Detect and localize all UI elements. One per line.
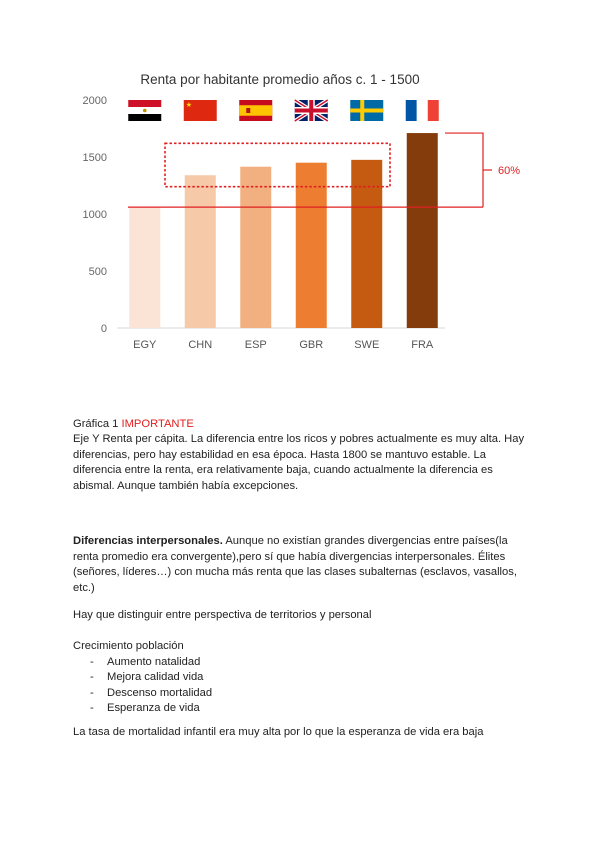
y-axis [83,95,107,335]
x-tick-label: SWE [354,339,380,351]
figure-caption [73,417,533,433]
x-tick-label: EGY [133,339,157,351]
flags-row [128,100,439,121]
x-tick-label: ESP [244,339,267,351]
y-tick-label: 1500 [82,152,107,164]
chart-title: Renta por habitante promedio años c. 1 - 1500 [140,72,420,87]
paragraph-2-body: Aunque no existían grandes divergencias entre países(la renta promedio era convergente),pero sí que había divergencias interpersonales. Élites (señores, líderes…) con mucha más renta que las clases subalternas (esclavos, vasallos, etc.) [73,535,517,594]
paragraph-3: Hay que distinguir entre perspectiva de territorios y personal [73,609,372,621]
egypt-flag [128,100,161,121]
list-item: - Descenso mortalidad [73,686,533,702]
x-axis-labels [133,339,434,351]
sweden-flag [350,100,383,121]
paragraph-4: La tasa de mortalidad infantil era muy alta por lo que la esperanza de vida era baja [73,726,484,738]
list-title: Crecimiento población [73,640,184,652]
income-bar-chart [70,60,550,360]
caption-prefix: Gráfica 1 [73,418,119,430]
list-item: - Aumento natalidad [73,655,533,671]
paragraph-1: Eje Y Renta per cápita. La diferencia entre los ricos y pobres actualmente es muy alta. Hay diferencias, pero hay estabilidad en esa época. Hasta 1800 se mantuvo estable. La diferencia entre la renta, era relativamente baja, cuando actualmente la diferencia es abismal. Aunque también había excepciones. [73,433,525,492]
x-tick-label: CHN [188,339,213,351]
caption-highlight: IMPORTANTE [121,418,194,430]
paragraph-2-heading: Diferencias interpersonales. [73,535,223,547]
uk-flag [295,100,328,121]
population-growth-list [73,655,533,717]
y-tick-label: 2000 [82,95,107,107]
paragraph-2 [73,534,533,596]
bar-esp [240,167,271,328]
svg-text:★: ★ [185,101,193,109]
list-item: - Esperanza de vida [73,701,533,717]
y-tick-label: 0 [100,323,107,335]
list-item: - Mejora calidad vida [73,670,533,686]
bars [129,133,438,328]
gap-bracket [445,133,483,207]
y-tick-label: 500 [88,266,107,278]
x-tick-label: GBR [299,339,324,351]
x-tick-label: FRA [411,339,434,351]
france-flag [406,100,439,121]
y-tick-label: 1000 [82,209,107,221]
population-growth-section [73,639,533,717]
spain-flag [239,100,272,121]
bar-swe [351,160,382,328]
bar-egy [129,207,160,328]
bar-fra [407,133,438,328]
bar-chn [185,175,216,328]
percentage-annotation: 60% [498,165,521,177]
china-flag [184,100,217,121]
bar-gbr [296,163,327,328]
